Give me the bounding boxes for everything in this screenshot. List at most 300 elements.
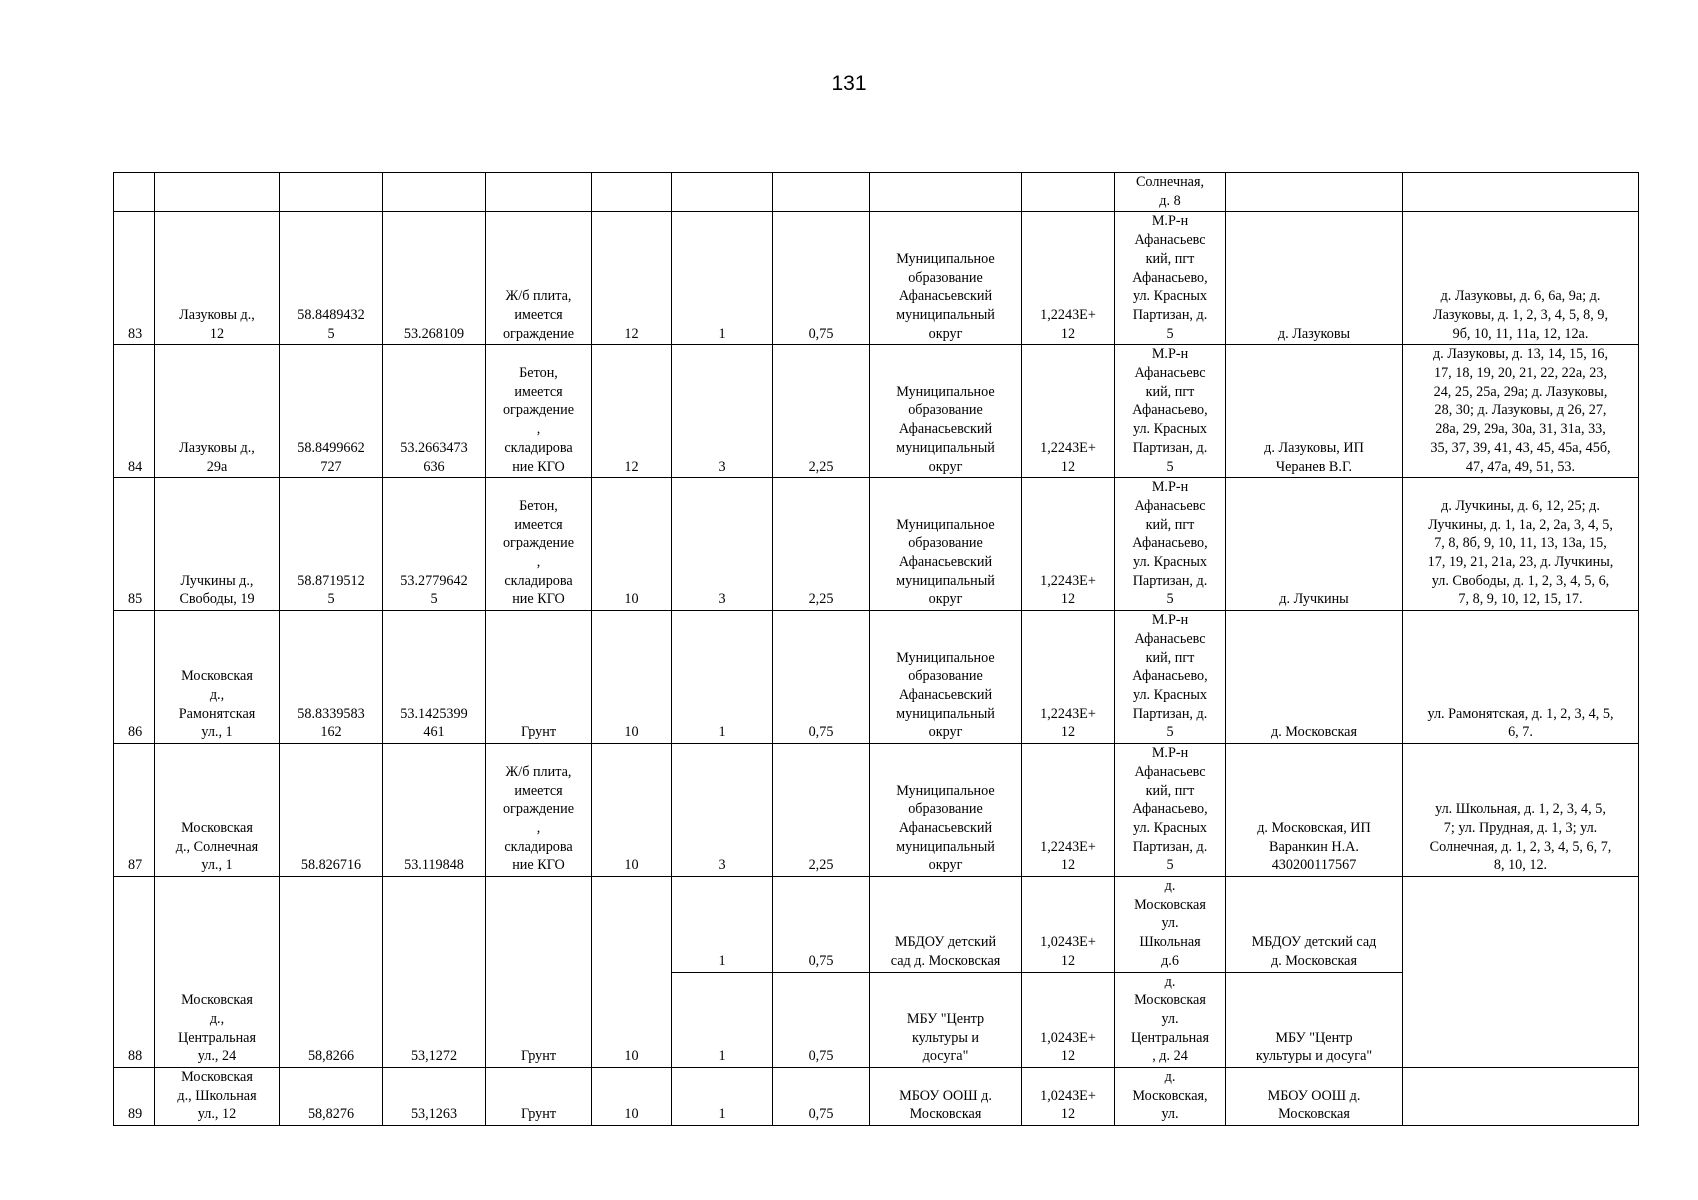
cell-line: Партизан, д. bbox=[1132, 572, 1208, 589]
area-cell: 10 bbox=[592, 1068, 672, 1126]
cell-line: 53.2663473 bbox=[400, 439, 468, 456]
owner-address-cell bbox=[1115, 173, 1226, 212]
owner-name-cell bbox=[870, 212, 1022, 345]
cell-line: 28а, 29, 29а, 30а, 31, 31а, 33, bbox=[1435, 421, 1606, 438]
cell-line: 430200117567 bbox=[1271, 857, 1357, 874]
surface-type-cell bbox=[486, 212, 592, 345]
owner-address-cell bbox=[1115, 1068, 1226, 1126]
cell-line: Афанасьевс bbox=[1134, 232, 1206, 249]
cell-line: Лучкины д., bbox=[180, 572, 254, 589]
longitude-cell bbox=[383, 1068, 486, 1126]
cell-empty bbox=[280, 173, 383, 212]
container-volume-cell: 2,25 bbox=[773, 744, 870, 877]
cell-line: образование bbox=[908, 269, 983, 286]
cell-line: 8, 10, 12. bbox=[1493, 857, 1548, 874]
cell-line: , д. 24 bbox=[1152, 1048, 1188, 1065]
cell-line: ул. Красных bbox=[1132, 421, 1207, 438]
cell-line: Муниципальное bbox=[896, 649, 995, 666]
cell-empty bbox=[672, 173, 773, 212]
surface-type-cell bbox=[486, 744, 592, 877]
cell-line: округ bbox=[928, 857, 963, 874]
cell-line: имеется bbox=[514, 782, 563, 799]
cell-line: 5 bbox=[327, 325, 335, 342]
cell-line: Муниципальное bbox=[896, 516, 995, 533]
surface-type-cell bbox=[486, 478, 592, 611]
cell-line: 35, 37, 39, 41, 43, 45, 45а, 45б, bbox=[1430, 439, 1611, 456]
container-volume-cell: 0,75 bbox=[773, 877, 870, 973]
cell-line: 5 bbox=[327, 591, 335, 608]
container-volume-cell: 0,75 bbox=[773, 972, 870, 1068]
cell-line: ограждение bbox=[502, 325, 575, 342]
cell-line: 7, 8, 9, 10, 12, 15, 17. bbox=[1458, 591, 1583, 608]
cell-line: складирова bbox=[504, 572, 573, 589]
cell-line: муниципальный bbox=[896, 705, 995, 722]
cell-line: ул. bbox=[1161, 1010, 1179, 1027]
cell-line: сад д. Московская bbox=[890, 952, 1001, 969]
longitude-cell bbox=[383, 478, 486, 611]
cell-line: муниципальный bbox=[896, 572, 995, 589]
cell-line: д. Московская bbox=[1271, 952, 1357, 969]
owner-name-cell bbox=[870, 744, 1022, 877]
row-number: 84 bbox=[114, 345, 155, 478]
cell-line: 58,8276 bbox=[307, 1106, 355, 1123]
cell-empty bbox=[1226, 173, 1403, 212]
cell-line: 1,2243E+ bbox=[1040, 705, 1096, 722]
collection-sites-table bbox=[113, 172, 1639, 1126]
served-addresses-cell bbox=[1403, 478, 1639, 611]
container-count-cell: 1 bbox=[672, 212, 773, 345]
cell-line: Московская bbox=[181, 1069, 253, 1086]
longitude-cell bbox=[383, 345, 486, 478]
latitude-cell bbox=[280, 611, 383, 744]
waste-source-cell bbox=[1226, 345, 1403, 478]
cell-line: 12 bbox=[209, 325, 225, 342]
table-row bbox=[114, 1068, 1639, 1126]
cell-line: 12 bbox=[1060, 952, 1076, 969]
cell-line: 461 bbox=[423, 724, 445, 741]
owner-name-cell bbox=[870, 972, 1022, 1068]
cell-line: 12 bbox=[1060, 1048, 1076, 1065]
table-row-continued bbox=[114, 173, 1639, 212]
cell-line: кий, пгт bbox=[1145, 782, 1195, 799]
cell-line: 1,2243E+ bbox=[1040, 306, 1096, 323]
cell-line: Московская bbox=[1278, 1106, 1350, 1123]
row-number: 85 bbox=[114, 478, 155, 611]
cell-line: Партизан, д. bbox=[1132, 439, 1208, 456]
cell-empty bbox=[1022, 173, 1115, 212]
cell-line: МБДОУ детский сад bbox=[1251, 934, 1377, 951]
container-count-cell: 3 bbox=[672, 744, 773, 877]
cell-line: 12 bbox=[1060, 591, 1076, 608]
cell-line: Бетон, bbox=[519, 365, 558, 382]
cell-line: Московская bbox=[181, 668, 253, 685]
owner-name-cell bbox=[870, 1068, 1022, 1126]
longitude-cell bbox=[383, 611, 486, 744]
area-cell: 10 bbox=[592, 877, 672, 1068]
cell-line: МБОУ ООШ д. bbox=[1267, 1087, 1361, 1104]
cell-line: Муниципальное bbox=[896, 383, 995, 400]
surface-type-cell bbox=[486, 877, 592, 1068]
cell-line: д.6 bbox=[1161, 952, 1179, 969]
cell-line: МБУ "Центр bbox=[1275, 1029, 1353, 1046]
container-count-cell: 3 bbox=[672, 345, 773, 478]
cell-line: д., Школьная bbox=[177, 1087, 257, 1104]
waste-source-cell bbox=[1226, 877, 1403, 973]
cell-line: Ж/б плита, bbox=[505, 288, 572, 305]
cell-line: М.Р-н bbox=[1151, 612, 1189, 629]
cell-line: ограждение bbox=[502, 402, 575, 419]
site-address-cell bbox=[155, 345, 280, 478]
owner-address-cell bbox=[1115, 972, 1226, 1068]
cell-line: ограждение bbox=[502, 801, 575, 818]
cell-line: ул., 1 bbox=[201, 724, 233, 741]
cell-line: 1,0243E+ bbox=[1040, 934, 1096, 951]
cell-line: 58.826716 bbox=[300, 857, 362, 874]
cell-line: складирова bbox=[504, 439, 573, 456]
cell-line: 58.8489432 bbox=[297, 306, 365, 323]
cell-line: Лазуковы д., bbox=[179, 306, 255, 323]
longitude-cell bbox=[383, 212, 486, 345]
surface-type-cell bbox=[486, 1068, 592, 1126]
cell-line: 53.119848 bbox=[404, 857, 464, 874]
cell-line: культуры и досуга" bbox=[1255, 1048, 1373, 1065]
cell-line: имеется bbox=[514, 306, 563, 323]
cell-line: М.Р-н bbox=[1151, 479, 1189, 496]
cell-line: 58.8719512 bbox=[297, 572, 365, 589]
cell-line: М.Р-н bbox=[1151, 745, 1189, 762]
cell-line: д., bbox=[209, 1010, 225, 1027]
row-number: 89 bbox=[114, 1068, 155, 1126]
cell-empty bbox=[383, 173, 486, 212]
cell-line: Афанасьевский bbox=[898, 554, 993, 571]
cell-empty bbox=[1403, 173, 1639, 212]
container-volume-cell: 0,75 bbox=[773, 1068, 870, 1126]
waste-source-cell bbox=[1226, 212, 1403, 345]
cell-line: муниципальный bbox=[896, 439, 995, 456]
cell-line: Афанасьевс bbox=[1134, 630, 1206, 647]
owner-id-cell bbox=[1022, 972, 1115, 1068]
cell-line: округ bbox=[928, 591, 963, 608]
cell-line: Черанев В.Г. bbox=[1275, 458, 1353, 475]
row-number: 86 bbox=[114, 611, 155, 744]
cell-line: 7, 8, 8б, 9, 10, 11, 13, 13а, 15, bbox=[1434, 535, 1607, 552]
waste-source-cell bbox=[1226, 1068, 1403, 1126]
cell-line: Солнечная, д. 1, 2, 3, 4, 5, 6, 7, bbox=[1429, 838, 1612, 855]
cell-line: Афанасьево, bbox=[1132, 402, 1208, 419]
cell-line: Московская bbox=[1134, 896, 1206, 913]
cell-line: ул. Красных bbox=[1132, 686, 1207, 703]
cell-line: д. bbox=[1164, 878, 1176, 895]
cell-line: М.Р-н bbox=[1151, 213, 1189, 230]
cell-line: 29а bbox=[206, 458, 228, 475]
owner-address-cell bbox=[1115, 478, 1226, 611]
cell-line: округ bbox=[928, 458, 963, 475]
cell-line: Муниципальное bbox=[896, 250, 995, 267]
cell-line: Афанасьево, bbox=[1132, 535, 1208, 552]
served-addresses-cell bbox=[1403, 212, 1639, 345]
cell-line: Московская, bbox=[1132, 1087, 1208, 1104]
cell-line: Грунт bbox=[520, 724, 557, 741]
cell-line: 1,0243E+ bbox=[1040, 1029, 1096, 1046]
cell-line: д. Московская bbox=[1271, 724, 1357, 741]
cell-line: ул. bbox=[1161, 1106, 1179, 1123]
container-count-cell: 1 bbox=[672, 877, 773, 973]
latitude-cell bbox=[280, 1068, 383, 1126]
cell-line: имеется bbox=[514, 383, 563, 400]
owner-id-cell bbox=[1022, 1068, 1115, 1126]
cell-line: кий, пгт bbox=[1145, 383, 1195, 400]
cell-empty bbox=[486, 173, 592, 212]
cell-line: 636 bbox=[423, 458, 445, 475]
owner-id-cell bbox=[1022, 212, 1115, 345]
cell-line: Партизан, д. bbox=[1132, 838, 1208, 855]
cell-line: образование bbox=[908, 668, 983, 685]
cell-line: образование bbox=[908, 402, 983, 419]
latitude-cell bbox=[280, 345, 383, 478]
cell-line: 12 bbox=[1060, 857, 1076, 874]
cell-line: ул. bbox=[1161, 915, 1179, 932]
cell-line: ние КГО bbox=[512, 458, 565, 475]
owner-name-cell bbox=[870, 478, 1022, 611]
cell-line: складирова bbox=[504, 838, 573, 855]
cell-line: Московская bbox=[1134, 992, 1206, 1009]
owner-name-cell bbox=[870, 611, 1022, 744]
cell-line: Бетон, bbox=[519, 497, 558, 514]
cell-line: 5 bbox=[1166, 857, 1174, 874]
cell-line: ул. Рамонятская, д. 1, 2, 3, 4, 5, bbox=[1427, 705, 1614, 722]
owner-id-cell bbox=[1022, 478, 1115, 611]
cell-line: Грунт bbox=[520, 1048, 557, 1065]
table-row bbox=[114, 345, 1639, 478]
row-number: 83 bbox=[114, 212, 155, 345]
cell-line: кий, пгт bbox=[1145, 250, 1195, 267]
container-volume-cell: 2,25 bbox=[773, 478, 870, 611]
table-row bbox=[114, 212, 1639, 345]
owner-address-cell bbox=[1115, 212, 1226, 345]
cell-line: 1,2243E+ bbox=[1040, 439, 1096, 456]
cell-line: 28, 30; д. Лазуковы, д 26, 27, bbox=[1434, 402, 1607, 419]
site-address-cell bbox=[155, 1068, 280, 1126]
cell-empty bbox=[155, 173, 280, 212]
cell-line: 5 bbox=[1166, 325, 1174, 342]
cell-line: образование bbox=[908, 801, 983, 818]
cell-line: д. 8 bbox=[1159, 192, 1181, 209]
cell-line: Лазуковы, д. 1, 2, 3, 4, 5, 8, 9, bbox=[1433, 306, 1608, 323]
cell-line: Афанасьево, bbox=[1132, 269, 1208, 286]
cell-line: 53.268109 bbox=[403, 325, 465, 342]
row-number: 88 bbox=[114, 877, 155, 1068]
container-count-cell: 3 bbox=[672, 478, 773, 611]
cell-line: Афанасьевский bbox=[898, 819, 993, 836]
cell-empty bbox=[114, 173, 155, 212]
cell-line: 5 bbox=[430, 591, 438, 608]
owner-name-cell bbox=[870, 877, 1022, 973]
cell-line: д. Лазуковы, д. 6, 6а, 9а; д. bbox=[1440, 288, 1601, 305]
cell-line: МБОУ ООШ д. bbox=[899, 1087, 992, 1104]
cell-line: образование bbox=[908, 535, 983, 552]
waste-source-cell bbox=[1226, 972, 1403, 1068]
cell-line: Афанасьевс bbox=[1134, 763, 1206, 780]
site-address-cell bbox=[155, 611, 280, 744]
cell-line: округ bbox=[928, 325, 963, 342]
container-count-cell: 1 bbox=[672, 611, 773, 744]
site-address-cell bbox=[155, 877, 280, 1068]
latitude-cell bbox=[280, 478, 383, 611]
cell-line: 53.2779642 bbox=[400, 572, 468, 589]
cell-line: 17, 19, 21, 21а, 23, д. Лучкины, bbox=[1427, 554, 1614, 571]
cell-line: 24, 25, 25а, 29а; д. Лазуковы, bbox=[1433, 383, 1608, 400]
cell-line: д. bbox=[1164, 1069, 1176, 1086]
cell-line: ул., 1 bbox=[201, 857, 233, 874]
cell-line: ул. Красных bbox=[1132, 288, 1207, 305]
cell-line: Солнечная, bbox=[1135, 174, 1205, 190]
cell-line: кий, пгт bbox=[1145, 649, 1195, 666]
cell-line: 162 bbox=[320, 724, 342, 741]
cell-line: культуры и bbox=[911, 1029, 980, 1046]
table-row bbox=[114, 611, 1639, 744]
cell-line: муниципальный bbox=[896, 838, 995, 855]
table-row bbox=[114, 744, 1639, 877]
cell-line: , bbox=[536, 421, 541, 438]
cell-line: 5 bbox=[1166, 591, 1174, 608]
cell-line: ул., 24 bbox=[197, 1048, 237, 1065]
container-count-cell: 1 bbox=[672, 972, 773, 1068]
cell-line: 9б, 10, 11, 11а, 12, 12а. bbox=[1452, 325, 1589, 342]
cell-line: 17, 18, 19, 20, 21, 22, 22а, 23, bbox=[1433, 365, 1607, 382]
waste-source-cell bbox=[1226, 744, 1403, 877]
cell-line: Афанасьевский bbox=[898, 288, 993, 305]
cell-line: 12 bbox=[1060, 458, 1076, 475]
waste-source-cell bbox=[1226, 611, 1403, 744]
waste-source-cell bbox=[1226, 478, 1403, 611]
cell-line: Варанкин Н.А. bbox=[1269, 838, 1359, 855]
served-addresses-cell bbox=[1403, 611, 1639, 744]
site-address-cell bbox=[155, 212, 280, 345]
owner-id-cell bbox=[1022, 744, 1115, 877]
cell-line: д. Лазуковы, ИП bbox=[1264, 439, 1364, 456]
cell-line: 727 bbox=[320, 458, 342, 475]
container-volume-cell: 2,25 bbox=[773, 345, 870, 478]
cell-line: Московская bbox=[909, 1106, 982, 1123]
served-addresses-cell bbox=[1403, 1068, 1639, 1126]
cell-empty bbox=[592, 173, 672, 212]
cell-line: Афанасьево, bbox=[1132, 668, 1208, 685]
cell-line: Лучкины, д. 1, 1а, 2, 2а, 3, 4, 5, bbox=[1428, 516, 1613, 533]
cell-line: ул. Школьная, д. 1, 2, 3, 4, 5, bbox=[1435, 801, 1606, 818]
cell-line: 12 bbox=[1060, 1106, 1076, 1123]
cell-line: 1,2243E+ bbox=[1040, 838, 1096, 855]
cell-line: 47, 47а, 49, 51, 53. bbox=[1465, 458, 1576, 475]
cell-line: округ bbox=[928, 724, 963, 741]
site-address-cell bbox=[155, 744, 280, 877]
cell-line: д. Лучкины, д. 6, 12, 25; д. bbox=[1441, 497, 1600, 514]
owner-address-cell bbox=[1115, 877, 1226, 973]
cell-line: муниципальный bbox=[896, 306, 995, 323]
cell-line: 53,1272 bbox=[410, 1048, 458, 1065]
cell-line: Московская bbox=[181, 819, 253, 836]
cell-line: ул. Свободы, д. 1, 2, 3, 4, 5, 6, bbox=[1431, 572, 1610, 589]
cell-line: 58.8499662 bbox=[297, 439, 365, 456]
cell-line: ул. Красных bbox=[1132, 554, 1207, 571]
cell-line: 53.1425399 bbox=[400, 705, 468, 722]
cell-line: ние КГО bbox=[512, 591, 565, 608]
table-row bbox=[114, 877, 1639, 973]
area-cell: 12 bbox=[592, 345, 672, 478]
served-addresses-cell bbox=[1403, 877, 1639, 1068]
cell-line: 1,2243E+ bbox=[1040, 572, 1096, 589]
cell-line: Свободы, 19 bbox=[179, 591, 255, 608]
cell-line: Партизан, д. bbox=[1132, 705, 1208, 722]
cell-line: Партизан, д. bbox=[1132, 306, 1208, 323]
cell-line: д. Лучкины bbox=[1279, 591, 1349, 608]
cell-line: д. Московская, ИП bbox=[1257, 819, 1371, 836]
owner-address-cell bbox=[1115, 345, 1226, 478]
table-row bbox=[114, 478, 1639, 611]
cell-line: Рамонятская bbox=[178, 705, 256, 722]
owner-address-cell bbox=[1115, 611, 1226, 744]
cell-line: Школьная bbox=[1139, 934, 1201, 951]
cell-line: , bbox=[536, 554, 541, 571]
container-volume-cell: 0,75 bbox=[773, 212, 870, 345]
owner-name-cell bbox=[870, 345, 1022, 478]
cell-line: 7; ул. Прудная, д. 1, 3; ул. bbox=[1443, 819, 1598, 836]
area-cell: 10 bbox=[592, 611, 672, 744]
cell-line: 5 bbox=[1166, 458, 1174, 475]
cell-line: Центральная bbox=[178, 1029, 256, 1046]
cell-line: Лазуковы д., bbox=[179, 439, 255, 456]
cell-line: ул., 12 bbox=[197, 1106, 237, 1123]
cell-line: 53,1263 bbox=[410, 1106, 458, 1123]
latitude-cell bbox=[280, 212, 383, 345]
cell-line: ул. Красных bbox=[1132, 819, 1207, 836]
cell-line: МБДОУ детский bbox=[894, 934, 997, 951]
surface-type-cell bbox=[486, 611, 592, 744]
cell-line: 58.8339583 bbox=[297, 705, 365, 722]
cell-line: 58,8266 bbox=[307, 1048, 355, 1065]
owner-id-cell bbox=[1022, 611, 1115, 744]
area-cell: 10 bbox=[592, 478, 672, 611]
cell-line: Афанасьево, bbox=[1132, 801, 1208, 818]
container-count-cell: 1 bbox=[672, 1068, 773, 1126]
latitude-cell bbox=[280, 744, 383, 877]
owner-id-cell bbox=[1022, 877, 1115, 973]
surface-type-cell bbox=[486, 345, 592, 478]
page-number: 131 bbox=[831, 72, 867, 95]
cell-line: Афанасьевс bbox=[1134, 365, 1206, 382]
area-cell: 12 bbox=[592, 212, 672, 345]
cell-line: Афанасьевский bbox=[898, 421, 993, 438]
latitude-cell bbox=[280, 877, 383, 1068]
site-address-cell bbox=[155, 478, 280, 611]
cell-line: д. Лазуковы bbox=[1277, 325, 1351, 342]
cell-empty bbox=[870, 173, 1022, 212]
cell-line: ние КГО bbox=[512, 857, 565, 874]
cell-line: Грунт bbox=[520, 1106, 557, 1123]
container-volume-cell: 0,75 bbox=[773, 611, 870, 744]
cell-line: МБУ "Центр bbox=[906, 1010, 985, 1027]
cell-line: д., bbox=[209, 686, 225, 703]
cell-line: Афанасьевский bbox=[898, 686, 993, 703]
cell-line: М.Р-н bbox=[1151, 346, 1189, 363]
area-cell: 10 bbox=[592, 744, 672, 877]
cell-line: 12 bbox=[1060, 724, 1076, 741]
longitude-cell bbox=[383, 744, 486, 877]
cell-line: д., Солнечная bbox=[175, 838, 259, 855]
cell-line: 12 bbox=[1060, 325, 1076, 342]
cell-line: д. bbox=[1164, 973, 1176, 990]
owner-address-cell bbox=[1115, 744, 1226, 877]
cell-line: ограждение bbox=[502, 535, 575, 552]
